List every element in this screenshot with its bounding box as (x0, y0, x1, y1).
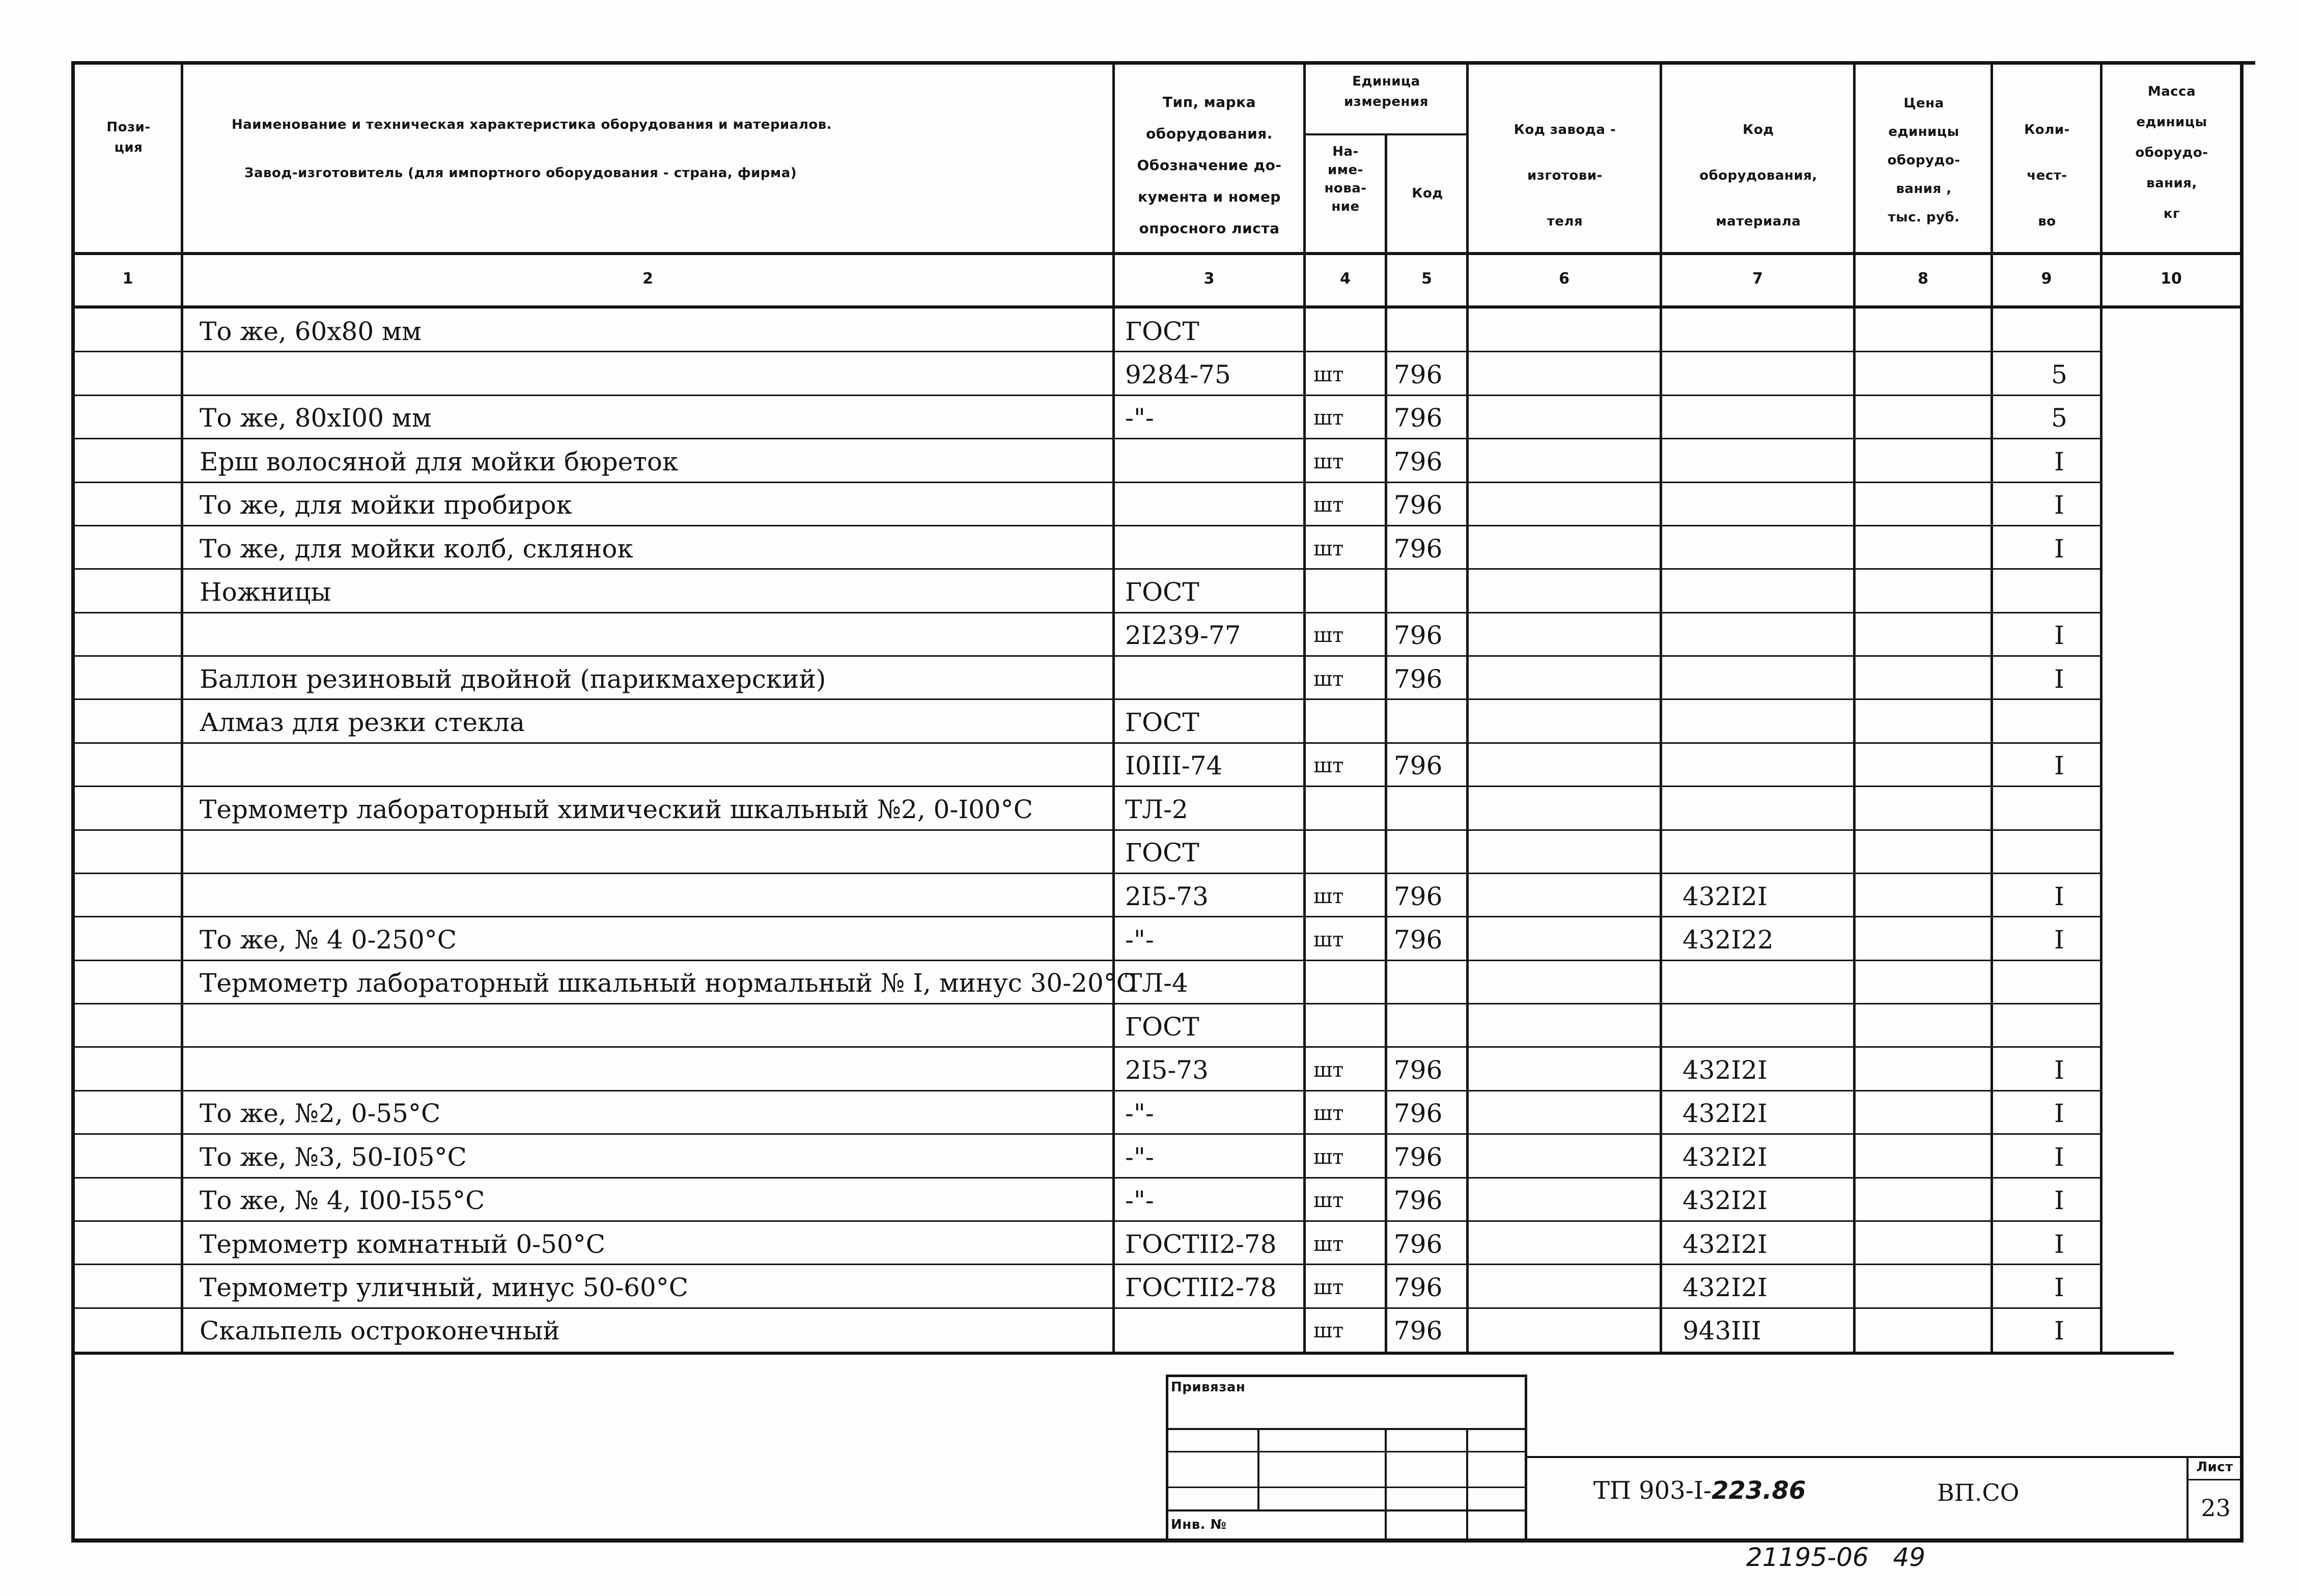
stamp-inv-label: Инв. № (1171, 1517, 1227, 1532)
header-unit-name: На- име- нова- ние (1324, 144, 1367, 214)
row-name-cell: То же, №3, 50-I05°С (200, 1142, 467, 1172)
row-code-cell: 796 (1394, 1186, 1443, 1216)
header-name-line2: Завод-изготовитель (для импортного оборудования - страна, фирма) (244, 165, 797, 181)
row-doc-cell: -"- (1125, 1099, 1154, 1129)
row-qty-cell: I (2054, 881, 2064, 911)
stamp-row-line-3 (1166, 1487, 1527, 1488)
header-unit-code: Код (1412, 186, 1443, 201)
colnum-bottom-line (71, 305, 2244, 309)
row-qty-cell: I (2054, 664, 2064, 694)
colnum-5: 5 (1421, 270, 1432, 288)
project-code (1593, 1476, 1806, 1505)
row-code-cell: 796 (1394, 621, 1443, 651)
row-unit-cell: шт (1313, 363, 1344, 387)
row-separator (75, 1090, 2100, 1091)
row-separator (75, 351, 2100, 352)
row-doc-cell: ГОСТ (1125, 577, 1199, 607)
row-name-cell: То же, № 4, I00-I55°С (200, 1186, 485, 1216)
row-name-cell: Ерш волосяной для мойки бюреток (200, 446, 679, 477)
row-qty-cell: I (2054, 446, 2064, 477)
row-code-cell: 796 (1394, 360, 1443, 390)
header-factory-code: Код завода - изготови- теля (1513, 122, 1616, 229)
frame-top-line (71, 61, 2255, 65)
row-unit-cell: шт (1313, 1189, 1344, 1213)
header-qty: Коли- чест- во (2024, 122, 2070, 229)
row-unit-cell: шт (1313, 928, 1344, 951)
row-code-cell: 796 (1394, 1229, 1443, 1259)
frame-left-line (71, 61, 75, 1543)
colnum-4: 4 (1340, 270, 1351, 288)
row-unit-cell: шт (1313, 1275, 1344, 1299)
row-doc-cell: ГОСТII2-78 (1125, 1272, 1277, 1302)
row-equip-cell: 432I2I (1683, 1055, 1768, 1085)
stamp-linked-label: Привязан (1171, 1380, 1246, 1395)
row-name-cell: Алмаз для резки стекла (200, 708, 525, 738)
row-separator (75, 1264, 2100, 1265)
frame-right-line (2240, 61, 2244, 1543)
row-equip-cell: 432I2I (1683, 1272, 1768, 1302)
row-separator (75, 916, 2100, 917)
row-doc-cell: ТЛ-2 (1125, 794, 1188, 824)
colnum-9: 9 (2041, 270, 2052, 288)
row-name-cell: То же, 60х80 мм (200, 316, 422, 346)
row-unit-cell: шт (1313, 493, 1344, 517)
row-separator (75, 438, 2100, 439)
header-position: Пози- ция (106, 120, 151, 155)
colnum-3: 3 (1203, 270, 1215, 288)
title-block-top (1527, 1456, 2240, 1458)
row-doc-cell: 9284-75 (1125, 360, 1231, 390)
row-equip-cell: 432I22 (1683, 925, 1774, 955)
row-separator (75, 395, 2100, 396)
colnum-8: 8 (1918, 270, 1928, 288)
colnum-7: 7 (1752, 270, 1763, 288)
header-type: Тип, марка оборудования. Обозначение до- кумента и номер опросного листа (1137, 94, 1282, 237)
row-equip-cell: 432I2I (1683, 1142, 1768, 1172)
stamp-row-line-1 (1166, 1428, 1527, 1430)
row-doc-cell: ГОСТ (1125, 708, 1199, 738)
row-equip-cell: 432I2I (1683, 1229, 1768, 1259)
row-code-cell: 796 (1394, 1272, 1443, 1302)
row-code-cell: 796 (1394, 446, 1443, 477)
stamp-row-line-2 (1166, 1451, 1527, 1452)
row-name-cell: Скальпель остроконечный (200, 1316, 560, 1346)
stamp-col-line-2 (1385, 1428, 1387, 1543)
row-doc-cell: -"- (1125, 1186, 1154, 1216)
unit-group-line (1303, 133, 1469, 135)
row-separator (75, 1307, 2100, 1309)
row-code-cell: 796 (1394, 1055, 1443, 1085)
stamp-row-line-4 (1166, 1509, 1527, 1511)
col-sep-5 (1466, 61, 1469, 1354)
row-code-cell: 796 (1394, 925, 1443, 955)
row-name-cell: Термометр комнатный 0-50°С (200, 1229, 605, 1259)
row-code-cell: 796 (1394, 1142, 1443, 1172)
col-sep-4 (1385, 135, 1387, 1354)
row-code-cell: 796 (1394, 1316, 1443, 1346)
sheet-code: ВП.СО (1937, 1479, 2020, 1506)
row-name-cell: То же, для мойки пробирок (200, 490, 572, 520)
row-separator (75, 960, 2100, 961)
row-qty-cell: 5 (2051, 403, 2067, 433)
row-separator (75, 612, 2100, 613)
row-qty-cell: I (2054, 1229, 2064, 1259)
row-separator (75, 1046, 2100, 1048)
row-unit-cell: шт (1313, 624, 1344, 648)
row-separator (75, 525, 2100, 526)
stamp-box-left (1166, 1375, 1168, 1543)
row-name-cell: Термометр лабораторный шкальный нормальный № I, минус 30-20°С (200, 968, 1136, 998)
row-separator (75, 1133, 2100, 1135)
row-unit-cell: шт (1313, 450, 1344, 473)
sheet-box-mid (2186, 1479, 2242, 1480)
row-separator (75, 829, 2100, 831)
row-doc-cell: ТЛ-4 (1125, 968, 1188, 998)
stamp-box-right (1525, 1375, 1527, 1543)
row-unit-cell: шт (1313, 1058, 1344, 1082)
row-name-cell: Баллон резиновый двойной (парикмахерский) (200, 664, 826, 694)
table-end-line (71, 1352, 2174, 1355)
bottom-handwritten-note: 21195-06 49 (1746, 1543, 1926, 1572)
row-equip-cell: 432I2I (1683, 1099, 1768, 1129)
row-equip-cell: 432I2I (1683, 1186, 1768, 1216)
col-sep-1 (181, 61, 183, 1354)
col-sep-3 (1303, 61, 1306, 1354)
row-qty-cell: I (2054, 534, 2064, 564)
row-doc-cell: 2I5-73 (1125, 1055, 1209, 1085)
row-name-cell: То же, №2, 0-55°С (200, 1099, 441, 1129)
project-code-hand: 223.86 (1712, 1476, 1806, 1505)
row-qty-cell: I (2054, 1142, 2064, 1172)
row-qty-cell: I (2054, 751, 2064, 781)
row-separator (75, 1003, 2100, 1004)
row-unit-cell: шт (1313, 1232, 1344, 1256)
header-mass: Масса единицы оборудо- вания, кг (2135, 84, 2208, 221)
stamp-col-line-1 (1257, 1428, 1259, 1509)
row-qty-cell: I (2054, 621, 2064, 651)
row-unit-cell: шт (1313, 1102, 1344, 1126)
row-code-cell: 796 (1394, 881, 1443, 911)
col-sep-7 (1853, 61, 1856, 1354)
project-code-print: ТП 903-I- (1593, 1476, 1712, 1505)
header-equip-code: Код оборудования, материала (1699, 122, 1817, 229)
row-qty-cell: I (2054, 1186, 2064, 1216)
row-unit-cell: шт (1313, 884, 1344, 908)
row-equip-cell: 943III (1683, 1316, 1761, 1346)
row-separator (75, 786, 2100, 787)
row-name-cell: Ножницы (200, 577, 331, 607)
row-doc-cell: 2I5-73 (1125, 881, 1209, 911)
colnum-10: 10 (2161, 270, 2182, 288)
row-name-cell: То же, 80хI00 мм (200, 403, 432, 433)
row-unit-cell: шт (1313, 1145, 1344, 1169)
row-qty-cell: I (2054, 925, 2064, 955)
row-name-cell: То же, для мойки колб, склянок (200, 534, 633, 564)
row-separator (75, 655, 2100, 657)
row-code-cell: 796 (1394, 403, 1443, 433)
row-separator (75, 482, 2100, 483)
col-sep-2 (1112, 61, 1115, 1354)
row-unit-cell: шт (1313, 754, 1344, 778)
sheet-number: 23 (2201, 1494, 2231, 1522)
stamp-col-line-3 (1466, 1428, 1468, 1543)
row-separator (75, 1177, 2100, 1179)
row-qty-cell: 5 (2051, 360, 2067, 390)
sheet-label: Лист (2196, 1460, 2233, 1475)
row-qty-cell: I (2054, 1316, 2064, 1346)
row-equip-cell: 432I2I (1683, 881, 1768, 911)
header-unit-group: Единица измерения (1344, 74, 1428, 109)
row-code-cell: 796 (1394, 751, 1443, 781)
row-name-cell: Термометр уличный, минус 50-60°С (200, 1272, 689, 1302)
row-code-cell: 796 (1394, 490, 1443, 520)
row-doc-cell: ГОСТII2-78 (1125, 1229, 1277, 1259)
row-unit-cell: шт (1313, 406, 1344, 430)
row-qty-cell: I (2054, 1055, 2064, 1085)
row-separator (75, 568, 2100, 570)
colnum-2: 2 (642, 270, 653, 288)
row-doc-cell: ГОСТ (1125, 316, 1199, 346)
row-doc-cell: 2I239-77 (1125, 621, 1241, 651)
colnum-1: 1 (122, 270, 133, 288)
row-unit-cell: шт (1313, 1319, 1344, 1343)
row-separator (75, 742, 2100, 744)
col-sep-9 (2100, 61, 2102, 1354)
col-sep-6 (1660, 61, 1662, 1354)
row-doc-cell: ГОСТ (1125, 1012, 1199, 1042)
frame-bottom-line (71, 1538, 2244, 1543)
header-price: Цена единицы оборудо- вания , тыс. руб. (1887, 96, 1960, 225)
row-separator (75, 873, 2100, 874)
row-code-cell: 796 (1394, 664, 1443, 694)
row-doc-cell: -"- (1125, 403, 1154, 433)
row-doc-cell: -"- (1125, 1142, 1154, 1172)
row-unit-cell: шт (1313, 667, 1344, 691)
row-name-cell: То же, № 4 0-250°С (200, 925, 457, 955)
colnum-6: 6 (1559, 270, 1569, 288)
col-sep-8 (1990, 61, 1993, 1354)
row-doc-cell: ГОСТ (1125, 838, 1199, 868)
header-name-line1: Наименование и техническая характеристика оборудования и материалов. (232, 117, 832, 132)
row-code-cell: 796 (1394, 1099, 1443, 1129)
row-separator (75, 1220, 2100, 1222)
row-qty-cell: I (2054, 1099, 2064, 1129)
row-code-cell: 796 (1394, 534, 1443, 564)
row-unit-cell: шт (1313, 537, 1344, 561)
row-doc-cell: -"- (1125, 925, 1154, 955)
row-doc-cell: I0III-74 (1125, 751, 1223, 781)
header-bottom-line (71, 252, 2244, 255)
row-qty-cell: I (2054, 490, 2064, 520)
row-qty-cell: I (2054, 1272, 2064, 1302)
row-separator (75, 698, 2100, 700)
row-name-cell: Термометр лабораторный химический шкальный №2, 0-I00°С (200, 794, 1033, 824)
